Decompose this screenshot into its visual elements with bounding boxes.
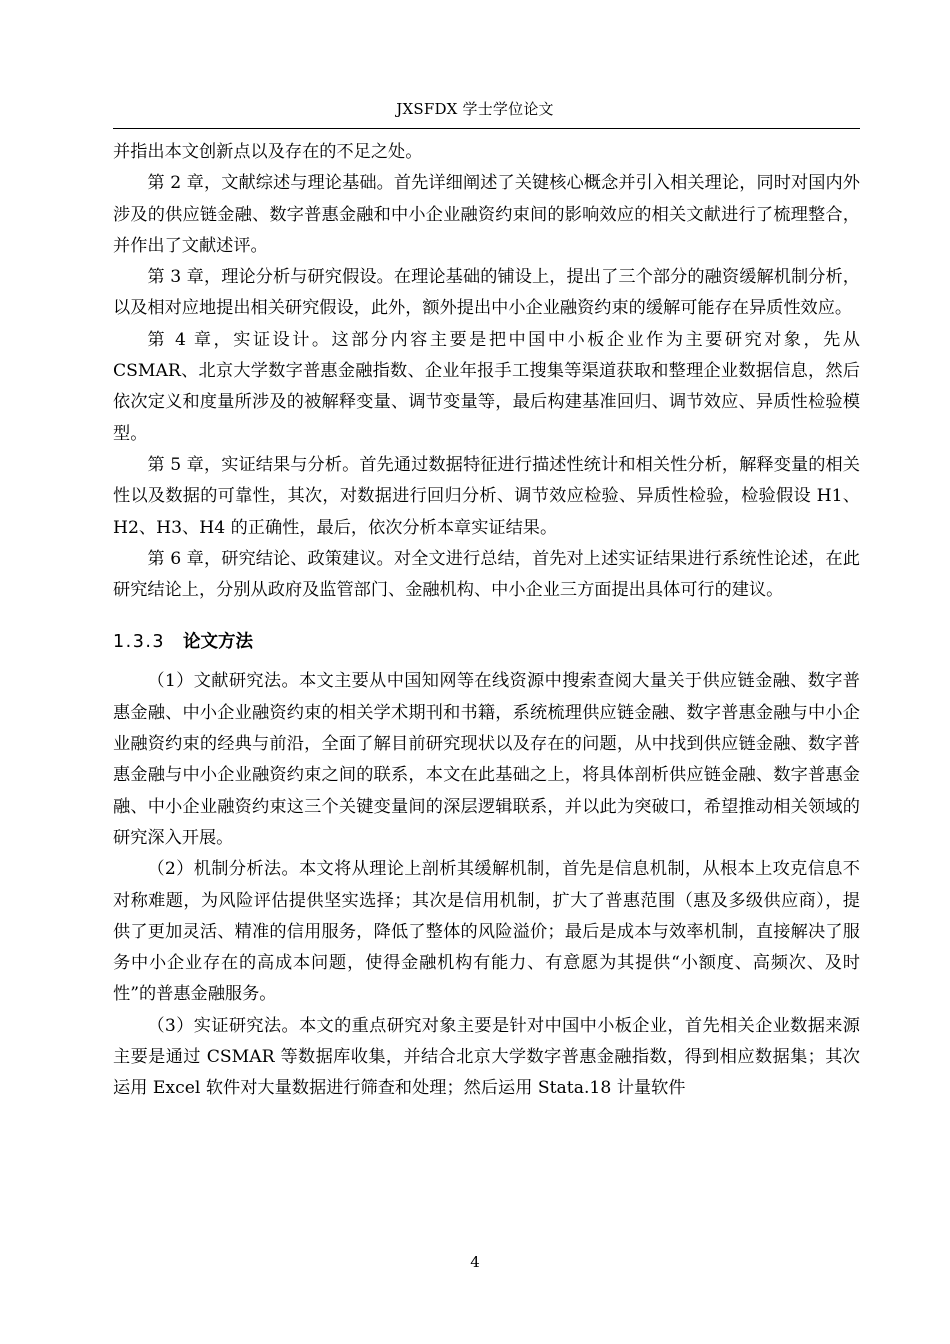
body-paragraph: 第 3 章，理论分析与研究假设。在理论基础的铺设上，提出了三个部分的融资缓解机制分析，以及相对应地提出相关研究假设，此外，额外提出中小企业融资约束的缓解可能存在异质性效应。 bbox=[113, 267, 860, 319]
body-paragraph: 第 2 章，文献综述与理论基础。首先详细阐述了关键核心概念并引入相关理论，同时对国内外涉及的供应链金融、数字普惠金融和中小企业融资约束间的影响效应的相关文献进行了梳理整合，并作出了文献述评。 bbox=[113, 173, 860, 256]
page-body bbox=[113, 137, 860, 1105]
body-paragraph: （1）文献研究法。本文主要从中国知网等在线资源中搜索查阅大量关于供应链金融、数字普惠金融、中小企业融资约束的相关学术期刊和书籍，系统梳理供应链金融、数字普惠金融与中小企业融资约束的经典与前沿，全面了解目前研究现状以及存在的问题，从中找到供应链金融、数字普惠金融与中小企业融资约束之间的联系，本文在此基础之上，将具体剖析供应链金融、数字普惠金融、中小企业融资约束这三个关键变量间的深层逻辑联系，并以此为突破口，希望推动相关领域的研究深入开展。 bbox=[113, 671, 860, 848]
header-divider bbox=[113, 128, 860, 129]
body-paragraph: 第 4 章，实证设计。这部分内容主要是把中国中小板企业作为主要研究对象，先从 CSMAR、北京大学数字普惠金融指数、企业年报手工搜集等渠道获取和整理企业数据信息，然后依次定义和度量所涉及的被解释变量、调节变量等，最后构建基准回归、调节效应、异质性检验模型。 bbox=[113, 329, 860, 444]
section-heading bbox=[113, 628, 860, 656]
body-paragraph: 并指出本文创新点以及存在的不足之处。 bbox=[113, 142, 423, 162]
body-paragraph: 第 5 章，实证结果与分析。首先通过数据特征进行描述性统计和相关性分析，解释变量的相关性以及数据的可靠性，其次，对数据进行回归分析、调节效应检验、异质性检验，检验假设 H1、H2、H3、H4 的正确性，最后，依次分析本章实证结果。 bbox=[113, 454, 860, 538]
section-number: 1.3.3 bbox=[113, 632, 166, 653]
section-title: 论文方法 bbox=[183, 632, 254, 653]
body-paragraph: 第 6 章，研究结论、政策建议。对全文进行总结，首先对上述实证结果进行系统性论述，在此研究结论上，分别从政府及监管部门、金融机构、中小企业三方面提出具体可行的建议。 bbox=[113, 548, 860, 601]
page-header: JXSFDX 学士学位论文 bbox=[396, 100, 554, 118]
body-paragraph: （2）机制分析法。本文将从理论上剖析其缓解机制，首先是信息机制，从根本上攻克信息不对称难题，为风险评估提供坚实选择；其次是信用机制，扩大了普惠范围（惠及多级供应商），提供了更加灵活、精准的信用服务，降低了整体的风险溢价；最后是成本与效率机制，直接解决了服务中小企业存在的高成本问题，使得金融机构有能力、有意愿为其提供“小额度、高频次、及时性”的普惠金融服务。 bbox=[113, 859, 860, 1005]
body-paragraph: （3）实证研究法。本文的重点研究对象主要是针对中国中小板企业，首先相关企业数据来源主要是通过 CSMAR 等数据库收集，并结合北京大学数字普惠金融指数，得到相应数据集；其次运用 Excel 软件对大量数据进行筛查和处理；然后运用 Stata.18 计量软件 bbox=[113, 1015, 860, 1099]
page-number: 4 bbox=[470, 1253, 480, 1271]
